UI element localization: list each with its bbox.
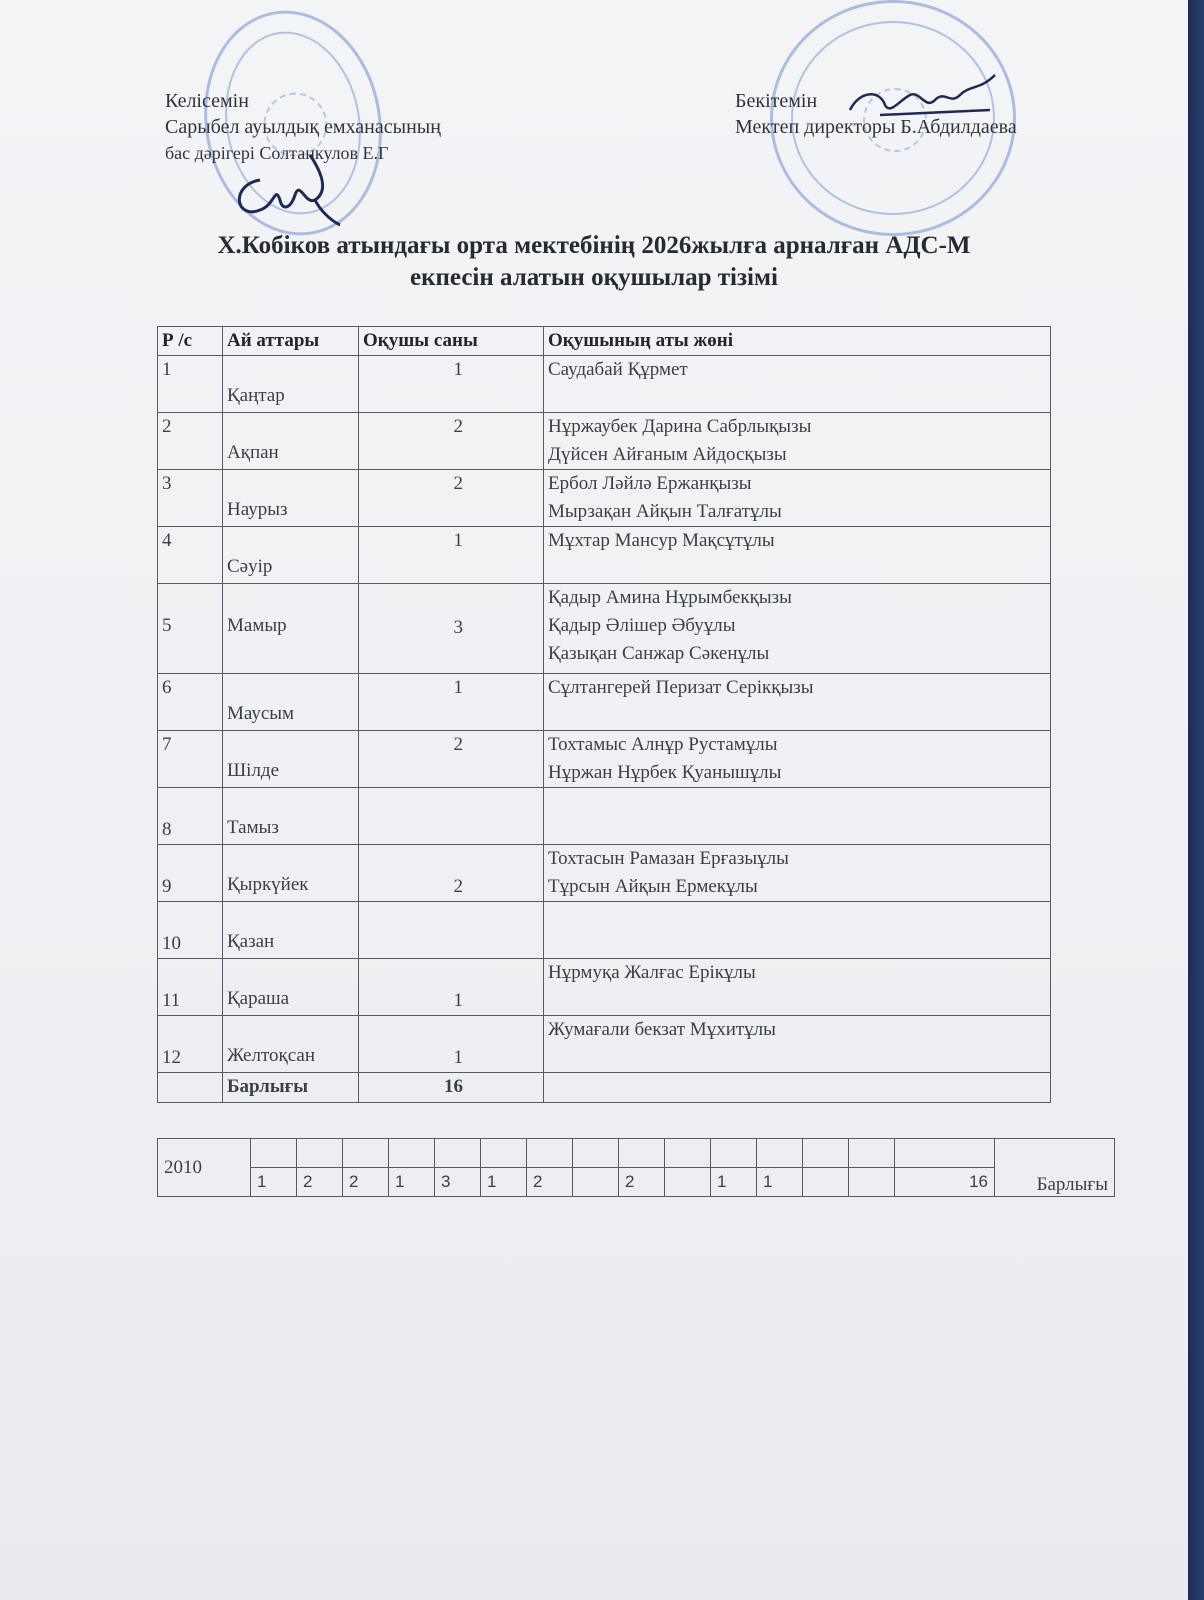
row-number: 3 (158, 470, 223, 527)
table-row (158, 674, 1051, 731)
summary-value: 2 (619, 1168, 665, 1197)
row-number: 11 (158, 959, 223, 1016)
student-name: Саудабай Құрмет (548, 359, 688, 380)
student-names (544, 470, 1051, 527)
student-names (544, 845, 1051, 902)
month-name: Желтоқсан (223, 1016, 359, 1073)
month-name: Қараша (223, 959, 359, 1016)
table-row (158, 845, 1051, 902)
month-name: Тамыз (223, 788, 359, 845)
month-name: Мамыр (223, 584, 359, 674)
summary-label: Барлығы (995, 1139, 1115, 1197)
student-names (544, 959, 1051, 1016)
student-count: 2 (359, 413, 544, 470)
student-count: 2 (359, 731, 544, 788)
summary-value (573, 1168, 619, 1197)
table-row (158, 527, 1051, 584)
student-name: Тұрсын Айқын Ермекұлы (548, 876, 758, 897)
summary-values-row (158, 1168, 1115, 1197)
student-name: Тохтамыс Алнұр Рустамұлы (548, 734, 778, 755)
signature-right (840, 70, 1000, 130)
row-number: 6 (158, 674, 223, 731)
summary-value: 2 (297, 1168, 343, 1197)
student-name: Қадыр Амина Нұрымбекқызы (548, 587, 792, 608)
summary-value (803, 1168, 849, 1197)
row-number: 8 (158, 788, 223, 845)
table-total-row (158, 1073, 1051, 1103)
summary-value: 2 (343, 1168, 389, 1197)
summary-year: 2010 (158, 1139, 251, 1197)
student-names (544, 356, 1051, 413)
student-name: Жумағали бекзат Мұхитұлы (548, 1019, 776, 1040)
total-empty-cell (158, 1073, 223, 1103)
summary-value (849, 1168, 895, 1197)
header-cell: Оқушының аты жөні (544, 327, 1051, 356)
row-number: 9 (158, 845, 223, 902)
student-count: 1 (359, 356, 544, 413)
table-row (158, 1016, 1051, 1073)
student-count (359, 902, 544, 959)
row-number: 1 (158, 356, 223, 413)
row-number: 7 (158, 731, 223, 788)
student-name: Мырзақан Айқын Талғатұлы (548, 501, 782, 522)
table-header-row (158, 327, 1051, 356)
month-name: Сәуір (223, 527, 359, 584)
student-count: 2 (359, 845, 544, 902)
student-name: Дүйсен Айғаным Айдосқызы (548, 444, 787, 465)
student-count: 1 (359, 1016, 544, 1073)
summary-value: 1 (481, 1168, 527, 1197)
student-names (544, 902, 1051, 959)
month-name: Ақпан (223, 413, 359, 470)
month-name: Қазан (223, 902, 359, 959)
table-row (158, 902, 1051, 959)
student-name: Нұрмуқа Жалғас Ерікұлы (548, 962, 756, 983)
approval-left-line2: Сарыбел ауылдық емханасының (165, 116, 441, 138)
student-names (544, 527, 1051, 584)
summary-value: 1 (389, 1168, 435, 1197)
table-row (158, 470, 1051, 527)
student-names (544, 1016, 1051, 1073)
month-name: Маусым (223, 674, 359, 731)
student-count (359, 788, 544, 845)
row-number: 10 (158, 902, 223, 959)
vaccination-table (157, 326, 1051, 1103)
total-value: 16 (359, 1073, 544, 1103)
student-name: Қадыр Әлішер Әбуұлы (548, 615, 736, 636)
total-label: Барлығы (223, 1073, 359, 1103)
row-number: 4 (158, 527, 223, 584)
summary-value: 1 (711, 1168, 757, 1197)
student-name: Ербол Ләйлә Ержанқызы (548, 473, 752, 494)
student-name: Сұлтангерей Перизат Серікқызы (548, 677, 814, 698)
approval-left-line1: Келісемін (165, 90, 249, 112)
approval-left-line3: бас дәрігері Солтанкулов Е.Г (165, 143, 389, 163)
student-count: 1 (359, 527, 544, 584)
header-cell: Оқушы саны (359, 327, 544, 356)
header-cell: Ай аттары (223, 327, 359, 356)
document-title (0, 230, 1188, 294)
table-row (158, 584, 1051, 674)
row-number: 2 (158, 413, 223, 470)
student-count: 1 (359, 959, 544, 1016)
summary-value: 3 (435, 1168, 481, 1197)
student-names (544, 674, 1051, 731)
title-line1: Х.Кобіков атындағы орта мектебінің 2026жылға арналған АДС-М (217, 232, 971, 259)
month-name: Қаңтар (223, 356, 359, 413)
student-names (544, 731, 1051, 788)
row-number: 5 (158, 584, 223, 674)
month-name: Қыркүйек (223, 845, 359, 902)
table-row (158, 356, 1051, 413)
student-name: Нұржан Нұрбек Қуанышұлы (548, 762, 782, 783)
student-names (544, 413, 1051, 470)
summary-table (157, 1138, 1115, 1197)
approval-right-line2: Мектеп директоры Б.Абдилдаева (735, 116, 1017, 138)
header-cell: Р /с (158, 327, 223, 356)
summary-value (665, 1168, 711, 1197)
table-row (158, 788, 1051, 845)
month-name: Наурыз (223, 470, 359, 527)
summary-value: 1 (757, 1168, 803, 1197)
summary-total: 16 (895, 1168, 995, 1197)
student-names (544, 788, 1051, 845)
table-row (158, 413, 1051, 470)
student-count: 2 (359, 470, 544, 527)
row-number: 12 (158, 1016, 223, 1073)
total-empty-cell (544, 1073, 1051, 1103)
summary-value: 1 (251, 1168, 297, 1197)
background-edge (1188, 0, 1204, 1600)
student-name: Нұржаубек Дарина Сабрлықызы (548, 416, 812, 437)
summary-value: 2 (527, 1168, 573, 1197)
month-name: Шілде (223, 731, 359, 788)
table-row (158, 959, 1051, 1016)
student-name: Тохтасын Рамазан Ерғазыұлы (548, 848, 789, 869)
table-row (158, 731, 1051, 788)
student-count: 3 (359, 584, 544, 674)
student-name: Мұхтар Мансур Мақсұтұлы (548, 530, 775, 551)
summary-top-row (158, 1139, 1115, 1168)
student-count: 1 (359, 674, 544, 731)
student-name: Қазықан Санжар Сәкенұлы (548, 643, 770, 664)
student-names (544, 584, 1051, 674)
signature-left (220, 150, 350, 230)
approval-right-line1: Бекітемін (735, 90, 818, 112)
title-line2: екпесін алатын оқушылар тізімі (410, 264, 778, 291)
